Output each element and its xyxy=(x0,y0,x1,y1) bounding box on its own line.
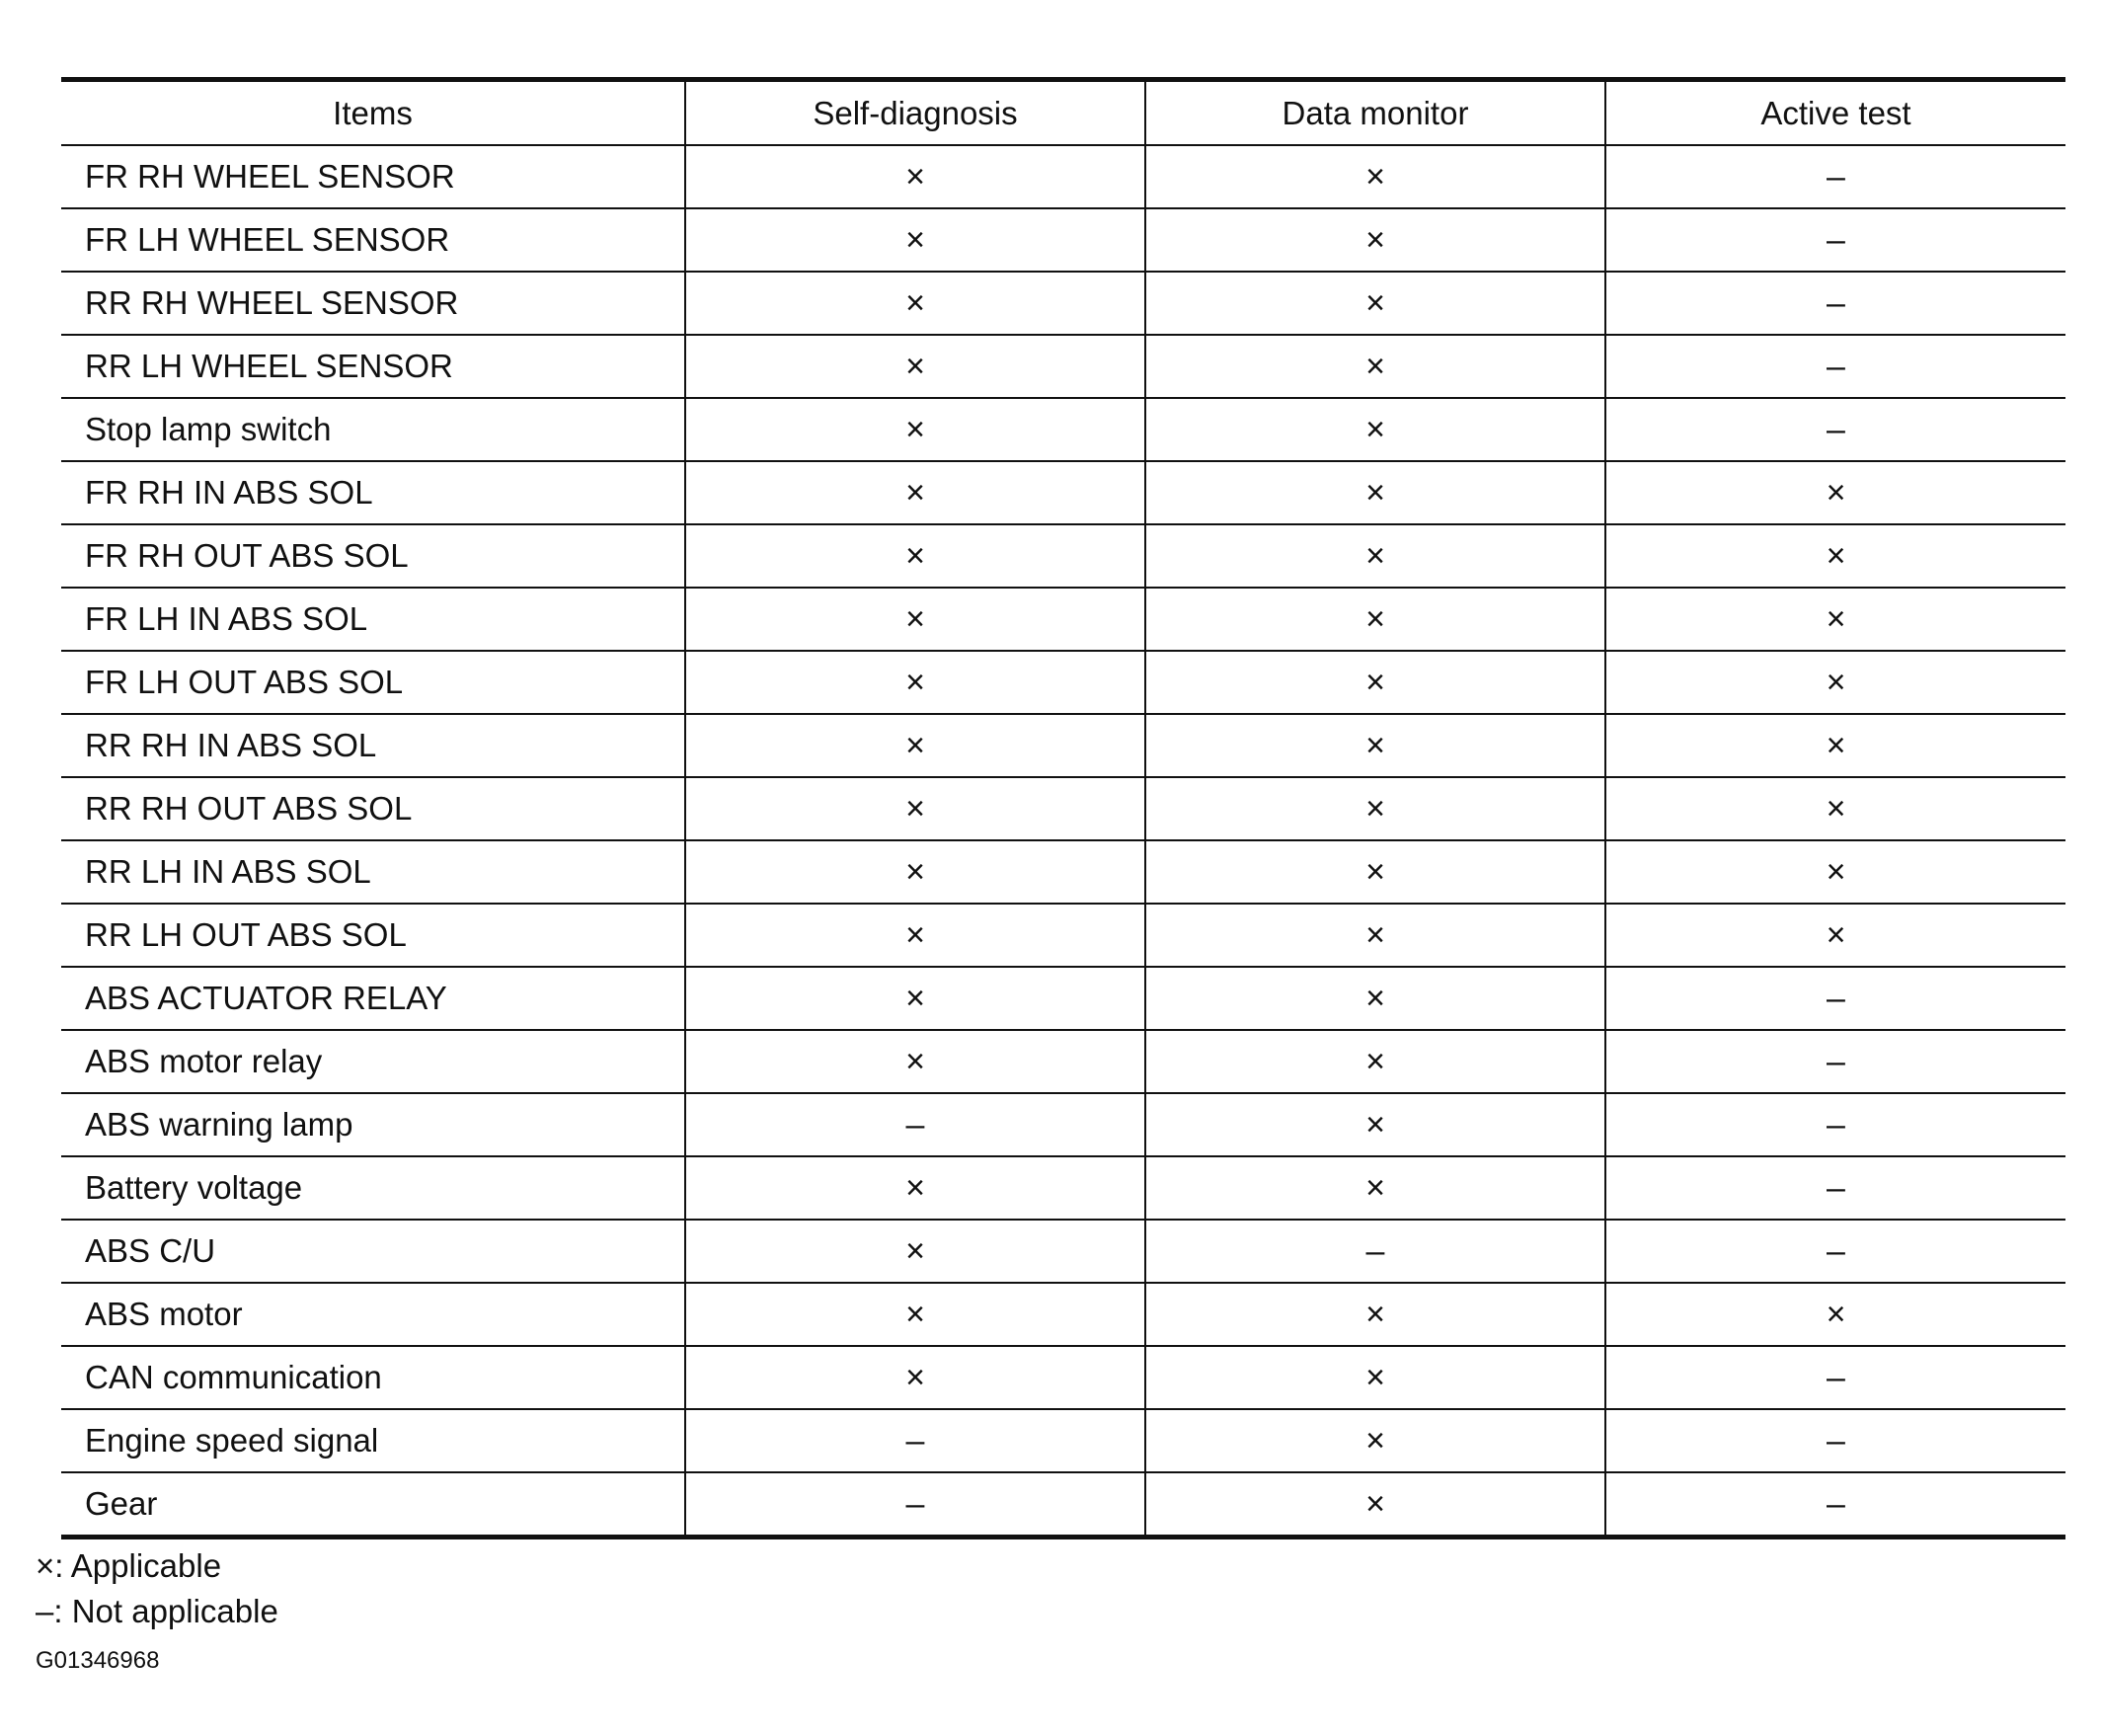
active-test-cell: – xyxy=(1605,398,2065,461)
self-diagnosis-cell: × xyxy=(685,1283,1145,1346)
data-monitor-cell: × xyxy=(1145,398,1605,461)
data-monitor-cell: × xyxy=(1145,1030,1605,1093)
item-cell: Stop lamp switch xyxy=(61,398,685,461)
table-row xyxy=(61,967,2065,1030)
self-diagnosis-cell: – xyxy=(685,1409,1145,1472)
data-monitor-cell: × xyxy=(1145,1472,1605,1538)
table-row xyxy=(61,588,2065,651)
self-diagnosis-cell: × xyxy=(685,1346,1145,1409)
item-cell: FR LH WHEEL SENSOR xyxy=(61,208,685,272)
item-cell: ABS ACTUATOR RELAY xyxy=(61,967,685,1030)
table-header xyxy=(61,80,2065,146)
figure-id: G01346968 xyxy=(36,1647,160,1674)
active-test-cell: – xyxy=(1605,1156,2065,1220)
self-diagnosis-cell: × xyxy=(685,335,1145,398)
active-test-cell: × xyxy=(1605,524,2065,588)
data-monitor-cell: × xyxy=(1145,272,1605,335)
table-row xyxy=(61,1156,2065,1220)
item-cell: ABS motor xyxy=(61,1283,685,1346)
data-monitor-cell: × xyxy=(1145,335,1605,398)
self-diagnosis-cell: × xyxy=(685,904,1145,967)
data-monitor-cell: × xyxy=(1145,461,1605,524)
self-diagnosis-cell: × xyxy=(685,398,1145,461)
data-monitor-cell: × xyxy=(1145,145,1605,208)
self-diagnosis-cell: × xyxy=(685,461,1145,524)
data-monitor-cell: × xyxy=(1145,904,1605,967)
active-test-cell: – xyxy=(1605,335,2065,398)
data-monitor-cell: × xyxy=(1145,777,1605,840)
item-cell: RR LH WHEEL SENSOR xyxy=(61,335,685,398)
active-test-cell: – xyxy=(1605,1346,2065,1409)
header-row xyxy=(61,80,2065,146)
self-diagnosis-cell: × xyxy=(685,272,1145,335)
item-cell: Battery voltage xyxy=(61,1156,685,1220)
item-cell: Gear xyxy=(61,1472,685,1538)
table-row xyxy=(61,840,2065,904)
table-row xyxy=(61,1472,2065,1538)
self-diagnosis-cell: × xyxy=(685,777,1145,840)
self-diagnosis-cell: × xyxy=(685,1156,1145,1220)
self-diagnosis-cell: × xyxy=(685,651,1145,714)
table-row xyxy=(61,524,2065,588)
table-row xyxy=(61,651,2065,714)
data-monitor-cell: × xyxy=(1145,967,1605,1030)
self-diagnosis-cell: × xyxy=(685,588,1145,651)
data-monitor-cell: × xyxy=(1145,714,1605,777)
table-row xyxy=(61,1030,2065,1093)
active-test-cell: – xyxy=(1605,1409,2065,1472)
data-monitor-cell: × xyxy=(1145,1283,1605,1346)
data-monitor-cell: × xyxy=(1145,524,1605,588)
diagnosis-function-table xyxy=(61,77,2065,1539)
table-row xyxy=(61,335,2065,398)
item-cell: ABS C/U xyxy=(61,1220,685,1283)
active-test-cell: – xyxy=(1605,1093,2065,1156)
table-row xyxy=(61,1283,2065,1346)
item-cell: ABS warning lamp xyxy=(61,1093,685,1156)
self-diagnosis-cell: – xyxy=(685,1093,1145,1156)
item-cell: RR RH WHEEL SENSOR xyxy=(61,272,685,335)
active-test-cell: × xyxy=(1605,777,2065,840)
item-cell: RR LH IN ABS SOL xyxy=(61,840,685,904)
data-monitor-cell: × xyxy=(1145,1093,1605,1156)
table-row xyxy=(61,145,2065,208)
self-diagnosis-cell: × xyxy=(685,840,1145,904)
table-row xyxy=(61,1220,2065,1283)
data-monitor-cell: × xyxy=(1145,1156,1605,1220)
item-cell: CAN communication xyxy=(61,1346,685,1409)
active-test-cell: – xyxy=(1605,272,2065,335)
active-test-cell: × xyxy=(1605,904,2065,967)
table-row xyxy=(61,1093,2065,1156)
active-test-cell: – xyxy=(1605,967,2065,1030)
header-active-test: Active test xyxy=(1605,80,2065,146)
active-test-cell: – xyxy=(1605,208,2065,272)
table-row xyxy=(61,1409,2065,1472)
active-test-cell: – xyxy=(1605,1472,2065,1538)
data-monitor-cell: × xyxy=(1145,651,1605,714)
self-diagnosis-cell: × xyxy=(685,714,1145,777)
self-diagnosis-cell: × xyxy=(685,524,1145,588)
header-items: Items xyxy=(61,80,685,146)
item-cell: RR LH OUT ABS SOL xyxy=(61,904,685,967)
active-test-cell: × xyxy=(1605,714,2065,777)
active-test-cell: – xyxy=(1605,1030,2065,1093)
self-diagnosis-cell: × xyxy=(685,1220,1145,1283)
self-diagnosis-cell: × xyxy=(685,1030,1145,1093)
table-row xyxy=(61,1346,2065,1409)
self-diagnosis-cell: × xyxy=(685,145,1145,208)
data-monitor-cell: × xyxy=(1145,840,1605,904)
active-test-cell: × xyxy=(1605,1283,2065,1346)
item-cell: RR RH OUT ABS SOL xyxy=(61,777,685,840)
data-monitor-cell: × xyxy=(1145,208,1605,272)
data-monitor-cell: × xyxy=(1145,1346,1605,1409)
self-diagnosis-cell: × xyxy=(685,208,1145,272)
item-cell: FR RH WHEEL SENSOR xyxy=(61,145,685,208)
active-test-cell: × xyxy=(1605,461,2065,524)
item-cell: FR LH OUT ABS SOL xyxy=(61,651,685,714)
self-diagnosis-cell: × xyxy=(685,967,1145,1030)
item-cell: FR RH OUT ABS SOL xyxy=(61,524,685,588)
table-row xyxy=(61,272,2065,335)
diagnosis-table-container xyxy=(61,77,2065,1539)
active-test-cell: × xyxy=(1605,588,2065,651)
item-cell: FR LH IN ABS SOL xyxy=(61,588,685,651)
legend-not-applicable: –: Not applicable xyxy=(36,1593,278,1629)
legend xyxy=(36,1543,278,1634)
active-test-cell: × xyxy=(1605,651,2065,714)
data-monitor-cell: × xyxy=(1145,1409,1605,1472)
table-row xyxy=(61,904,2065,967)
legend-applicable: ×: Applicable xyxy=(36,1547,222,1584)
item-cell: FR RH IN ABS SOL xyxy=(61,461,685,524)
table-row xyxy=(61,777,2065,840)
header-self-diagnosis: Self-diagnosis xyxy=(685,80,1145,146)
active-test-cell: – xyxy=(1605,1220,2065,1283)
data-monitor-cell: – xyxy=(1145,1220,1605,1283)
active-test-cell: – xyxy=(1605,145,2065,208)
active-test-cell: × xyxy=(1605,840,2065,904)
item-cell: Engine speed signal xyxy=(61,1409,685,1472)
self-diagnosis-cell: – xyxy=(685,1472,1145,1538)
table-body xyxy=(61,145,2065,1538)
item-cell: RR RH IN ABS SOL xyxy=(61,714,685,777)
table-row xyxy=(61,398,2065,461)
item-cell: ABS motor relay xyxy=(61,1030,685,1093)
table-row xyxy=(61,208,2065,272)
header-data-monitor: Data monitor xyxy=(1145,80,1605,146)
data-monitor-cell: × xyxy=(1145,588,1605,651)
table-row xyxy=(61,461,2065,524)
table-row xyxy=(61,714,2065,777)
